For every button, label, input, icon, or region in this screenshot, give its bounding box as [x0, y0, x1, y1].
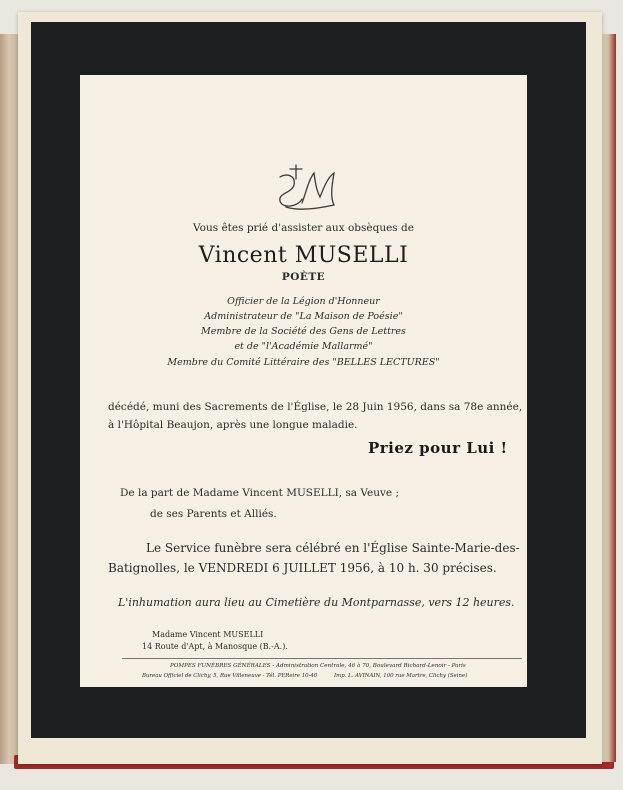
deceased-name: Vincent MUSELLI: [198, 243, 409, 268]
death-details-line: à l'Hôpital Beaujon, après une longue maladie.: [108, 419, 358, 431]
family-line: De la part de Madame Vincent MUSELLI, sa Veuve ;: [120, 487, 400, 499]
service-line: Le Service funèbre sera célébré en l'Église Sainte-Marie-des-: [146, 541, 520, 555]
footer-divider: [122, 658, 522, 659]
printer-line: Imp. L. AVINAIN, 100 rue Martre, Clichy (Seine): [334, 673, 468, 679]
funeral-office-line: Bureau Officiel de Clichy, 5, Rue Villeneuve - Tél. PEReire 10-40: [142, 673, 318, 679]
death-details-line: décédé, muni des Sacrements de l'Église, le 28 Juin 1956, dans sa 78e année,: [108, 401, 523, 413]
burial-line: L'inhumation aura lieu au Cimetière du Montparnasse, vers 12 heures.: [118, 596, 515, 609]
widow-address: 14 Route d'Apt, à Manosque (B.-A.).: [142, 642, 288, 651]
honor-line: Membre de la Société des Gens de Lettres: [201, 326, 406, 337]
honor-line: Membre du Comité Littéraire des "BELLES LECTURES": [167, 357, 440, 368]
honor-line: et de "l'Académie Mallarmé": [234, 341, 373, 352]
funeral-announcement-card: [80, 75, 527, 687]
prayer-text: Priez pour Lui !: [368, 439, 508, 457]
service-line: Batignolles, le VENDREDI 6 JUILLET 1956, à 10 h. 30 précises.: [108, 561, 497, 575]
intro-text: Vous êtes prié d'assister aux obsèques de: [193, 222, 414, 234]
honor-line: Administrateur de "La Maison de Poésie": [204, 311, 403, 322]
widow-name: Madame Vincent MUSELLI: [152, 630, 264, 639]
honor-line: Officier de la Légion d'Honneur: [227, 296, 380, 307]
family-line: de ses Parents et Alliés.: [150, 508, 277, 520]
funeral-home-line: POMPES FUNÈBRES GÉNÉRALES - Administration Centrale, 46 à 70, Boulevard Richard-Lenoir - Paris: [170, 663, 466, 669]
cross-monogram-icon: [272, 163, 342, 213]
deceased-title: POÈTE: [281, 271, 326, 283]
